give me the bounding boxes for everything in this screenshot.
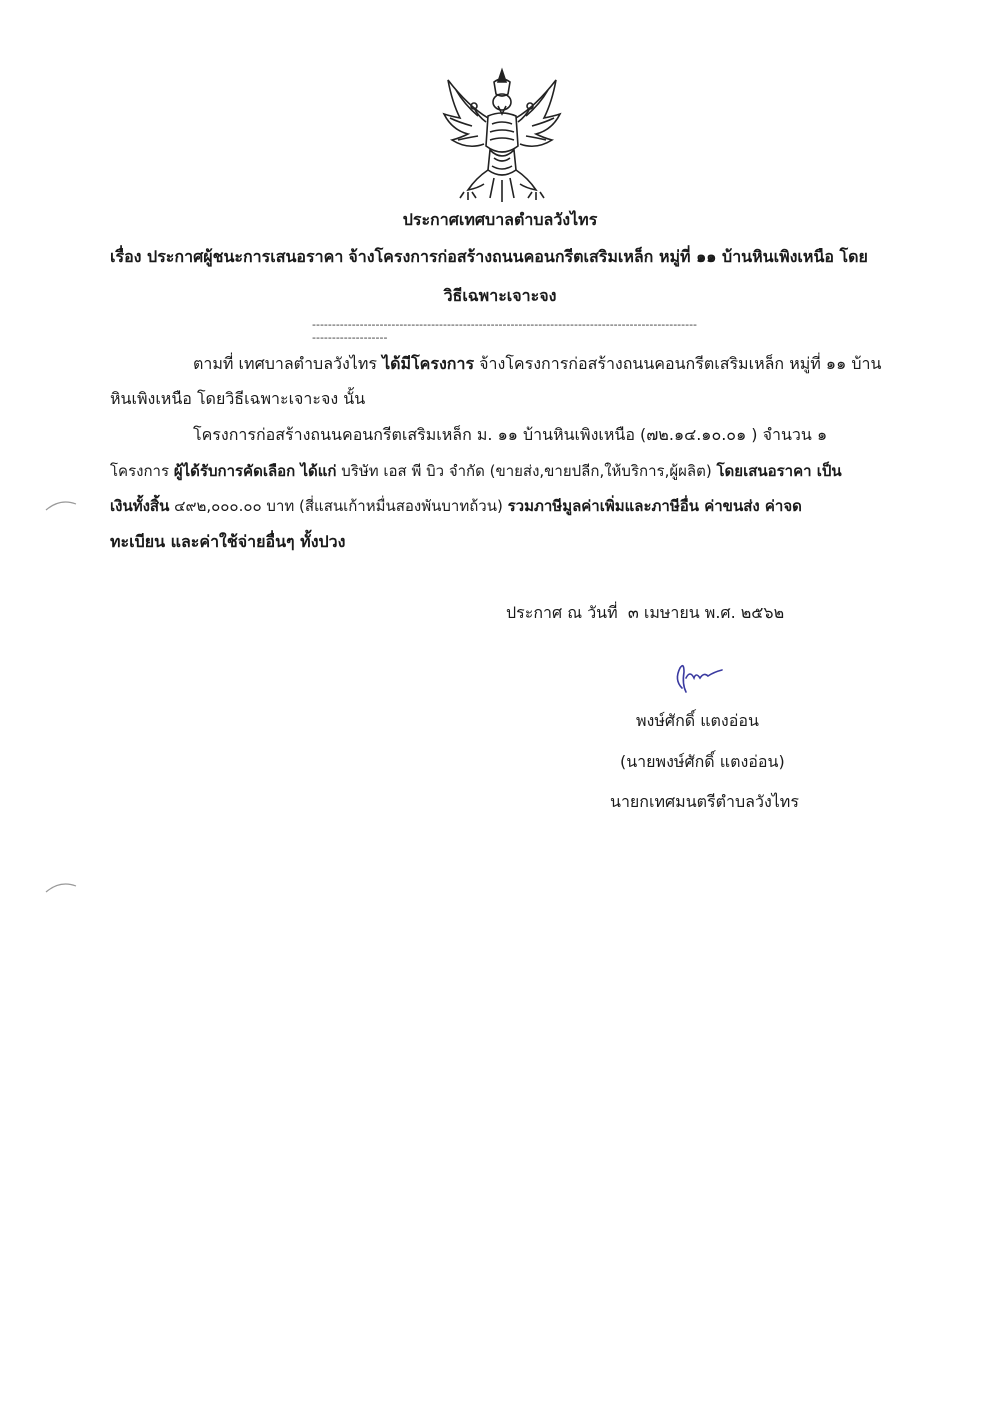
punch-hole-mark-top (44, 498, 78, 512)
paragraph-1-line-1: ตามที่ เทศบาลตำบลวังไทร ได้มีโครงการ จ้างโครงการก่อสร้างถนนคอนกรีตเสริมเหล็ก หมู่ที่ ๑๑ บ้าน (193, 354, 882, 373)
separator-line: -------------------------------------------------------------------------------------------------------------------- (312, 318, 698, 344)
announcement-title (0, 208, 1000, 233)
punch-hole-mark-bottom (44, 880, 78, 894)
paragraph-2-line-3: เงินทั้งสิ้น ๔๙๒,๐๐๐.๐๐ บาท (สี่แสนเก้าหมื่นสองพันบาทถ้วน) รวมภาษีมูลค่าเพิ่มและภาษีอื่น ค่าขนส่ง ค่าจด (110, 497, 802, 515)
date-label: ประกาศ ณ วันที่ (506, 603, 618, 622)
paragraph-2-line-4: ทะเบียน และค่าใช้จ่ายอื่นๆ ทั้งปวง (110, 532, 346, 551)
signatory-position: นายกเทศมนตรีตำบลวังไทร (610, 792, 799, 811)
org-title: ประกาศเทศบาลตำบลวังไทร (402, 210, 598, 229)
date-value: ๓ เมษายน พ.ศ. ๒๕๖๒ (627, 603, 785, 622)
paragraph-2-line-1: โครงการก่อสร้างถนนคอนกรีตเสริมเหล็ก ม. ๑๑ บ้านหินเพิงเหนือ (๗๒.๑๔.๑๐.๐๑ ) จำนวน ๑ (193, 425, 828, 444)
subject-line-1 (110, 245, 868, 270)
paragraph-1-line-2: หินเพิงเหนือ โดยวิธีเฉพาะเจาะจง นั้น (110, 389, 366, 408)
announcement-date (506, 601, 784, 626)
signatory-full-name: (นายพงษ์ศักดิ์ แตงอ่อน) (620, 752, 785, 771)
signature-mark (668, 658, 728, 698)
paragraph-2-line-2: โครงการ ผู้ได้รับการคัดเลือก ได้แก่ บริษัท เอส พี บิว จำกัด (ขายส่ง,ขายปลีก,ให้บริการ,ผู้ผลิต) โดยเสนอราคา เป็น (110, 462, 842, 480)
subject-line-2: วิธีเฉพาะเจาะจง (443, 286, 557, 305)
subject-label: เรื่อง ประกาศผู้ชนะการเสนอราคา (110, 247, 344, 266)
signatory-name: พงษ์ศักดิ์ แตงอ่อน (636, 711, 759, 730)
subject-text: จ้างโครงการก่อสร้างถนนคอนกรีตเสริมเหล็ก หมู่ที่ ๑๑ บ้านหินเพิงเหนือ โดย (348, 247, 868, 266)
garuda-emblem (438, 66, 566, 206)
